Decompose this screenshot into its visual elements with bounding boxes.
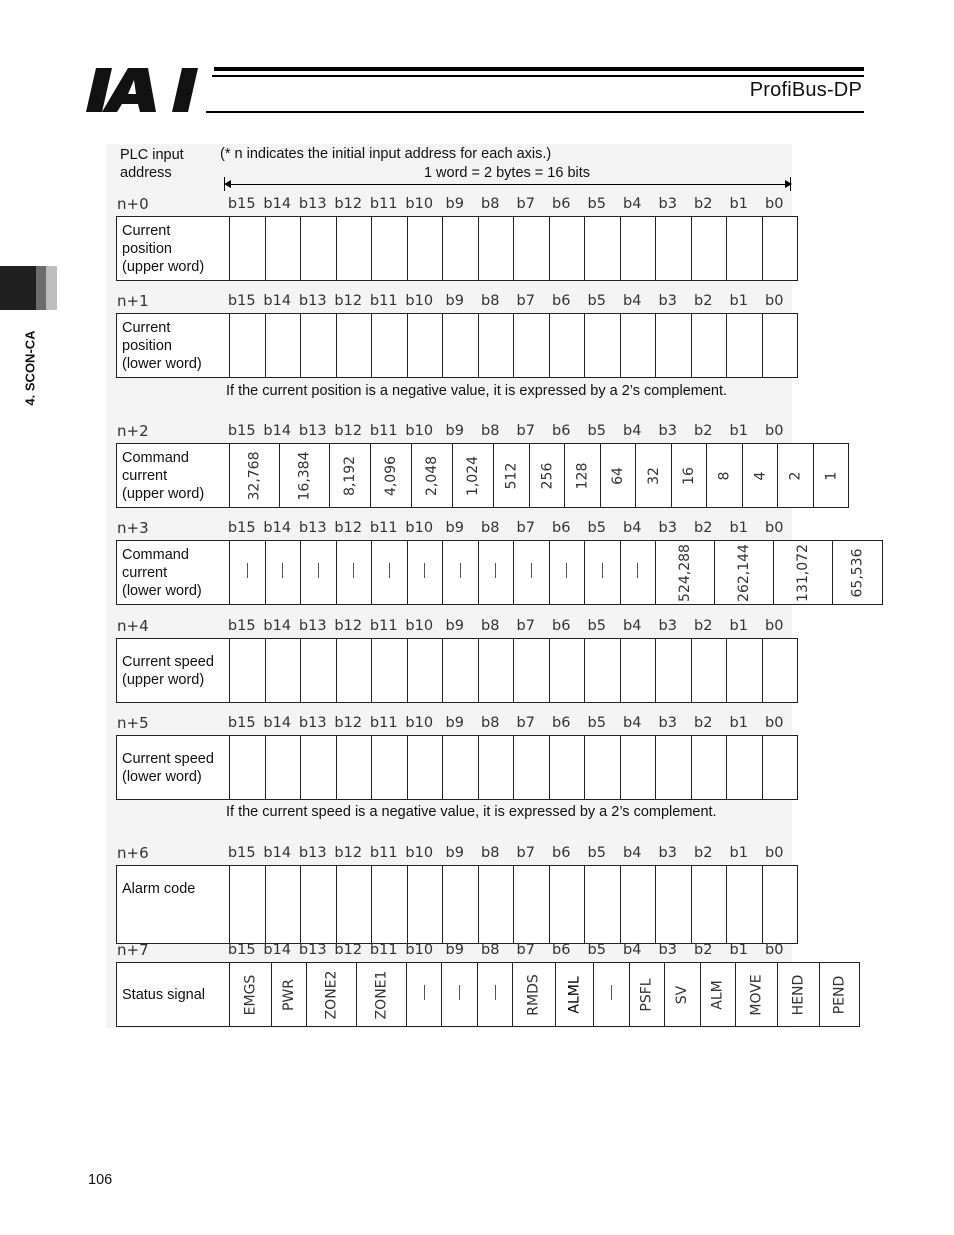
position-comment: If the current position is a negative value, it is expressed by a 2’s complement. xyxy=(226,383,728,399)
register-cell xyxy=(620,541,656,605)
bit-label: b15 xyxy=(227,942,256,958)
register-cell xyxy=(514,541,550,605)
bit-header-row xyxy=(224,714,792,732)
register-cell xyxy=(371,444,412,508)
register-cell xyxy=(453,444,494,508)
register-cell xyxy=(230,963,272,1027)
bit-label: b12 xyxy=(334,845,363,861)
bit-label: b2 xyxy=(694,293,713,309)
reserved-dash xyxy=(531,563,532,578)
reserved-dash xyxy=(460,563,461,578)
cell-value: ZONE2 xyxy=(323,970,340,1019)
bit-label: b11 xyxy=(369,845,398,861)
register-label: Current speed (upper word) xyxy=(117,639,230,703)
bit-label: b3 xyxy=(658,715,677,731)
register-table-n4 xyxy=(116,638,798,703)
bit-label: b0 xyxy=(765,715,784,731)
bit-label: b4 xyxy=(623,618,642,634)
cell-value: 65,536 xyxy=(849,548,866,597)
address-n3: n+3 xyxy=(117,519,149,537)
bit-label: b2 xyxy=(694,423,713,439)
bit-label: b13 xyxy=(298,423,327,439)
bit-label: b4 xyxy=(623,942,642,958)
reserved-dash xyxy=(602,563,603,578)
cell-value: PSFL xyxy=(638,977,655,1012)
bit-label: b11 xyxy=(369,423,398,439)
register-label: Command current (lower word) xyxy=(117,541,230,605)
bit-label: b1 xyxy=(729,715,748,731)
bit-label: b3 xyxy=(658,942,677,958)
bit-label: b12 xyxy=(334,293,363,309)
bit-label: b5 xyxy=(587,293,606,309)
reserved-dash xyxy=(318,563,319,578)
reserved-dash xyxy=(424,985,425,1000)
bit-label: b6 xyxy=(552,618,571,634)
bit-label: b1 xyxy=(729,845,748,861)
bit-label: b1 xyxy=(729,942,748,958)
bit-label: b8 xyxy=(481,715,500,731)
bit-header-row xyxy=(224,941,792,959)
bit-label: b1 xyxy=(729,618,748,634)
cell-value: 2,048 xyxy=(424,455,441,496)
bit-label: b3 xyxy=(658,196,677,212)
register-cell xyxy=(357,963,407,1027)
bit-label: b15 xyxy=(227,293,256,309)
cell-value: 1 xyxy=(823,471,840,480)
register-cell xyxy=(700,963,736,1027)
bit-header-row xyxy=(224,617,792,635)
bit-label: b0 xyxy=(765,423,784,439)
bit-label: b7 xyxy=(516,942,535,958)
register-cell xyxy=(773,541,832,605)
bit-label: b12 xyxy=(334,942,363,958)
register-label: Current position (upper word) xyxy=(117,217,230,281)
reserved-dash xyxy=(495,985,496,1000)
header-rule-top xyxy=(214,67,864,71)
register-cell xyxy=(442,963,478,1027)
register-cell xyxy=(407,541,443,605)
iai-logo xyxy=(86,66,208,114)
cell-value: 16,384 xyxy=(296,451,313,500)
bit-label: b10 xyxy=(405,293,434,309)
register-label: Status signal xyxy=(117,963,230,1027)
bit-label: b14 xyxy=(263,520,292,536)
register-cell xyxy=(671,444,707,508)
bit-header-row xyxy=(224,195,792,213)
cell-value: 8 xyxy=(716,471,733,480)
bit-label: b1 xyxy=(729,423,748,439)
side-tab-block xyxy=(46,266,57,310)
bit-label: b7 xyxy=(516,423,535,439)
register-table-n7 xyxy=(116,962,860,1027)
bit-label: b6 xyxy=(552,196,571,212)
bit-label: b0 xyxy=(765,293,784,309)
bit-label: b14 xyxy=(263,845,292,861)
address-note: (* n indicates the initial input address for each axis.) xyxy=(220,146,552,162)
bit-header-row xyxy=(224,422,792,440)
register-cell xyxy=(372,541,408,605)
bit-label: b1 xyxy=(729,520,748,536)
register-cell xyxy=(600,444,636,508)
cell-value: 128 xyxy=(574,462,591,489)
cell-value: 16 xyxy=(681,466,698,485)
bit-label: b14 xyxy=(263,942,292,958)
bit-label: b8 xyxy=(481,293,500,309)
bit-label: b13 xyxy=(298,845,327,861)
cell-value: 2 xyxy=(787,471,804,480)
bit-label: b2 xyxy=(694,715,713,731)
bit-label: b15 xyxy=(227,845,256,861)
bit-label: b5 xyxy=(587,618,606,634)
reserved-dash xyxy=(495,563,496,578)
bit-label: b7 xyxy=(516,618,535,634)
bit-label: b9 xyxy=(445,423,464,439)
arrow-tick xyxy=(224,177,225,191)
cell-value: SV xyxy=(674,985,691,1004)
address-n2: n+2 xyxy=(117,422,149,440)
address-n5: n+5 xyxy=(117,714,149,732)
register-cell xyxy=(778,444,814,508)
reserved-dash xyxy=(637,563,638,578)
bit-label: b5 xyxy=(587,520,606,536)
register-table-n2 xyxy=(116,443,849,508)
register-cell xyxy=(778,963,820,1027)
register-label: Current speed (lower word) xyxy=(117,736,230,800)
bit-label: b13 xyxy=(298,618,327,634)
bit-label: b14 xyxy=(263,715,292,731)
register-cell xyxy=(494,444,530,508)
bit-label: b15 xyxy=(227,423,256,439)
register-cell xyxy=(230,541,266,605)
register-cell xyxy=(271,963,307,1027)
register-cell xyxy=(529,444,565,508)
bit-label: b3 xyxy=(658,845,677,861)
bit-label: b9 xyxy=(445,845,464,861)
cell-value: ALM xyxy=(709,979,726,1010)
side-tab-label: 4. SCON-CA xyxy=(22,330,38,406)
bit-label: b5 xyxy=(587,715,606,731)
header-title: ProfiBus-DP xyxy=(749,79,862,101)
side-tab-block xyxy=(0,266,36,310)
bit-label: b3 xyxy=(658,520,677,536)
register-cell xyxy=(832,541,882,605)
cell-value: 32 xyxy=(645,466,662,485)
bit-label: b7 xyxy=(516,845,535,861)
bit-label: b4 xyxy=(623,293,642,309)
address-n1: n+1 xyxy=(117,292,149,310)
register-table-n1 xyxy=(116,313,798,378)
address-n4: n+4 xyxy=(117,617,149,635)
bit-label: b12 xyxy=(334,618,363,634)
register-cell xyxy=(714,541,773,605)
bit-header-row xyxy=(224,844,792,862)
bit-label: b11 xyxy=(369,520,398,536)
cell-value: 1,024 xyxy=(465,455,482,496)
bit-label: b3 xyxy=(658,293,677,309)
register-cell xyxy=(280,444,330,508)
bit-label: b3 xyxy=(658,618,677,634)
bit-label: b3 xyxy=(658,423,677,439)
cell-value: PWR xyxy=(280,978,297,1011)
bit-label: b9 xyxy=(445,196,464,212)
cell-value: 512 xyxy=(503,462,520,489)
bit-header-row xyxy=(224,519,792,537)
bit-label: b4 xyxy=(623,845,642,861)
register-cell xyxy=(707,444,743,508)
bit-label: b0 xyxy=(765,618,784,634)
bit-label: b0 xyxy=(765,196,784,212)
bit-label: b13 xyxy=(298,520,327,536)
register-cell xyxy=(406,963,442,1027)
register-cell xyxy=(412,444,453,508)
bit-label: b2 xyxy=(694,845,713,861)
bit-label: b6 xyxy=(552,423,571,439)
bit-label: b12 xyxy=(334,196,363,212)
bit-label: b5 xyxy=(587,423,606,439)
register-cell xyxy=(813,444,849,508)
reserved-dash xyxy=(282,563,283,578)
bit-label: b15 xyxy=(227,196,256,212)
register-cell xyxy=(665,963,701,1027)
bit-label: b4 xyxy=(623,196,642,212)
bit-label: b10 xyxy=(405,196,434,212)
register-cell xyxy=(656,541,715,605)
bit-label: b8 xyxy=(481,942,500,958)
address-n6: n+6 xyxy=(117,844,149,862)
bit-label: b2 xyxy=(694,520,713,536)
bit-label: b0 xyxy=(765,942,784,958)
bit-label: b11 xyxy=(369,196,398,212)
register-cell xyxy=(307,963,357,1027)
bit-label: b7 xyxy=(516,293,535,309)
speed-comment: If the current speed is a negative value, it is expressed by a 2’s complement. xyxy=(226,804,717,820)
bit-label: b1 xyxy=(729,293,748,309)
bit-label: b6 xyxy=(552,845,571,861)
address-n7: n+7 xyxy=(117,941,149,959)
register-label: Current position (lower word) xyxy=(117,314,230,378)
register-cell xyxy=(477,963,513,1027)
bit-label: b2 xyxy=(694,618,713,634)
register-cell xyxy=(742,444,778,508)
bit-label: b7 xyxy=(516,196,535,212)
register-table-n6 xyxy=(116,865,798,944)
bit-label: b10 xyxy=(405,715,434,731)
bit-label: b11 xyxy=(369,942,398,958)
bit-label: b4 xyxy=(623,423,642,439)
cell-value: 32,768 xyxy=(246,451,263,500)
register-cell xyxy=(820,963,860,1027)
cell-value: PEND xyxy=(831,975,848,1014)
register-label: Alarm code xyxy=(117,866,230,944)
cell-value: 4 xyxy=(752,471,769,480)
cell-value: 4,096 xyxy=(383,455,400,496)
bit-label: b7 xyxy=(516,715,535,731)
word-span-arrow xyxy=(226,184,788,185)
bit-label: b4 xyxy=(623,715,642,731)
bit-label: b11 xyxy=(369,293,398,309)
bit-label: b12 xyxy=(334,520,363,536)
bit-label: b5 xyxy=(587,196,606,212)
header-rule-bottom xyxy=(206,111,864,113)
bit-label: b9 xyxy=(445,942,464,958)
bit-label: b11 xyxy=(369,618,398,634)
bit-label: b12 xyxy=(334,715,363,731)
bit-label: b9 xyxy=(445,293,464,309)
register-cell xyxy=(594,963,630,1027)
register-cell xyxy=(336,541,372,605)
cell-value: 131,072 xyxy=(794,543,811,602)
bit-label: b14 xyxy=(263,423,292,439)
register-cell xyxy=(736,963,778,1027)
bit-header-row xyxy=(224,292,792,310)
register-table-n3 xyxy=(116,540,883,605)
register-cell xyxy=(549,541,585,605)
register-cell xyxy=(265,541,301,605)
cell-value: MOVE xyxy=(748,973,765,1016)
bit-label: b4 xyxy=(623,520,642,536)
bit-label: b10 xyxy=(405,618,434,634)
register-cell xyxy=(443,541,479,605)
bit-label: b6 xyxy=(552,520,571,536)
bit-label: b6 xyxy=(552,942,571,958)
register-cell xyxy=(230,444,280,508)
bit-label: b5 xyxy=(587,845,606,861)
bit-label: b2 xyxy=(694,942,713,958)
register-table-n0 xyxy=(116,216,798,281)
bit-label: b14 xyxy=(263,618,292,634)
register-cell xyxy=(513,963,555,1027)
bit-label: b6 xyxy=(552,293,571,309)
register-cell xyxy=(585,541,621,605)
bit-label: b8 xyxy=(481,196,500,212)
address-n0: n+0 xyxy=(117,195,149,213)
bit-label: b13 xyxy=(298,715,327,731)
reserved-dash xyxy=(459,985,460,1000)
page-number: 106 xyxy=(88,1172,113,1188)
cell-value: ALML xyxy=(566,975,583,1014)
bit-label: b15 xyxy=(227,520,256,536)
bit-label: b2 xyxy=(694,196,713,212)
reserved-dash xyxy=(566,563,567,578)
cell-value: 64 xyxy=(610,466,627,485)
word-size-label: 1 word = 2 bytes = 16 bits xyxy=(423,165,591,181)
bit-label: b9 xyxy=(445,715,464,731)
bit-label: b9 xyxy=(445,618,464,634)
arrow-left-icon xyxy=(224,180,231,188)
bit-label: b15 xyxy=(227,715,256,731)
header-rule-mid xyxy=(212,75,864,77)
register-cell xyxy=(478,541,514,605)
bit-label: b10 xyxy=(405,520,434,536)
bit-label: b10 xyxy=(405,845,434,861)
cell-value: EMGS xyxy=(242,974,259,1015)
bit-label: b13 xyxy=(298,942,327,958)
bit-label: b0 xyxy=(765,845,784,861)
register-cell xyxy=(629,963,665,1027)
bit-label: b8 xyxy=(481,423,500,439)
bit-label: b13 xyxy=(298,196,327,212)
bit-label: b7 xyxy=(516,520,535,536)
bit-label: b9 xyxy=(445,520,464,536)
reserved-dash xyxy=(353,563,354,578)
bit-label: b11 xyxy=(369,715,398,731)
cell-value: 524,288 xyxy=(676,543,693,602)
reserved-dash xyxy=(424,563,425,578)
register-cell xyxy=(565,444,601,508)
bit-label: b13 xyxy=(298,293,327,309)
register-label: Command current (upper word) xyxy=(117,444,230,508)
bit-label: b1 xyxy=(729,196,748,212)
bit-label: b14 xyxy=(263,196,292,212)
bit-label: b10 xyxy=(405,423,434,439)
reserved-dash xyxy=(389,563,390,578)
cell-value: RMDS xyxy=(526,973,543,1016)
cell-value: HEND xyxy=(790,974,807,1015)
cell-value: ZONE1 xyxy=(373,970,390,1019)
register-cell xyxy=(636,444,672,508)
cell-value: 256 xyxy=(539,462,556,489)
bit-label: b8 xyxy=(481,845,500,861)
side-tab-block xyxy=(36,266,46,310)
bit-label: b0 xyxy=(765,520,784,536)
bit-label: b6 xyxy=(552,715,571,731)
bit-label: b15 xyxy=(227,618,256,634)
plc-input-address-label: PLC input address xyxy=(120,147,184,181)
cell-value: 8,192 xyxy=(342,455,359,496)
register-cell xyxy=(555,963,593,1027)
reserved-dash xyxy=(611,985,612,1000)
bit-label: b10 xyxy=(405,942,434,958)
bit-label: b8 xyxy=(481,618,500,634)
bit-label: b5 xyxy=(587,942,606,958)
bit-label: b12 xyxy=(334,423,363,439)
arrow-tick xyxy=(790,177,791,191)
register-cell xyxy=(301,541,337,605)
register-table-n5 xyxy=(116,735,798,800)
reserved-dash xyxy=(247,563,248,578)
register-cell xyxy=(330,444,371,508)
bit-label: b14 xyxy=(263,293,292,309)
cell-value: 262,144 xyxy=(735,543,752,602)
bit-label: b8 xyxy=(481,520,500,536)
